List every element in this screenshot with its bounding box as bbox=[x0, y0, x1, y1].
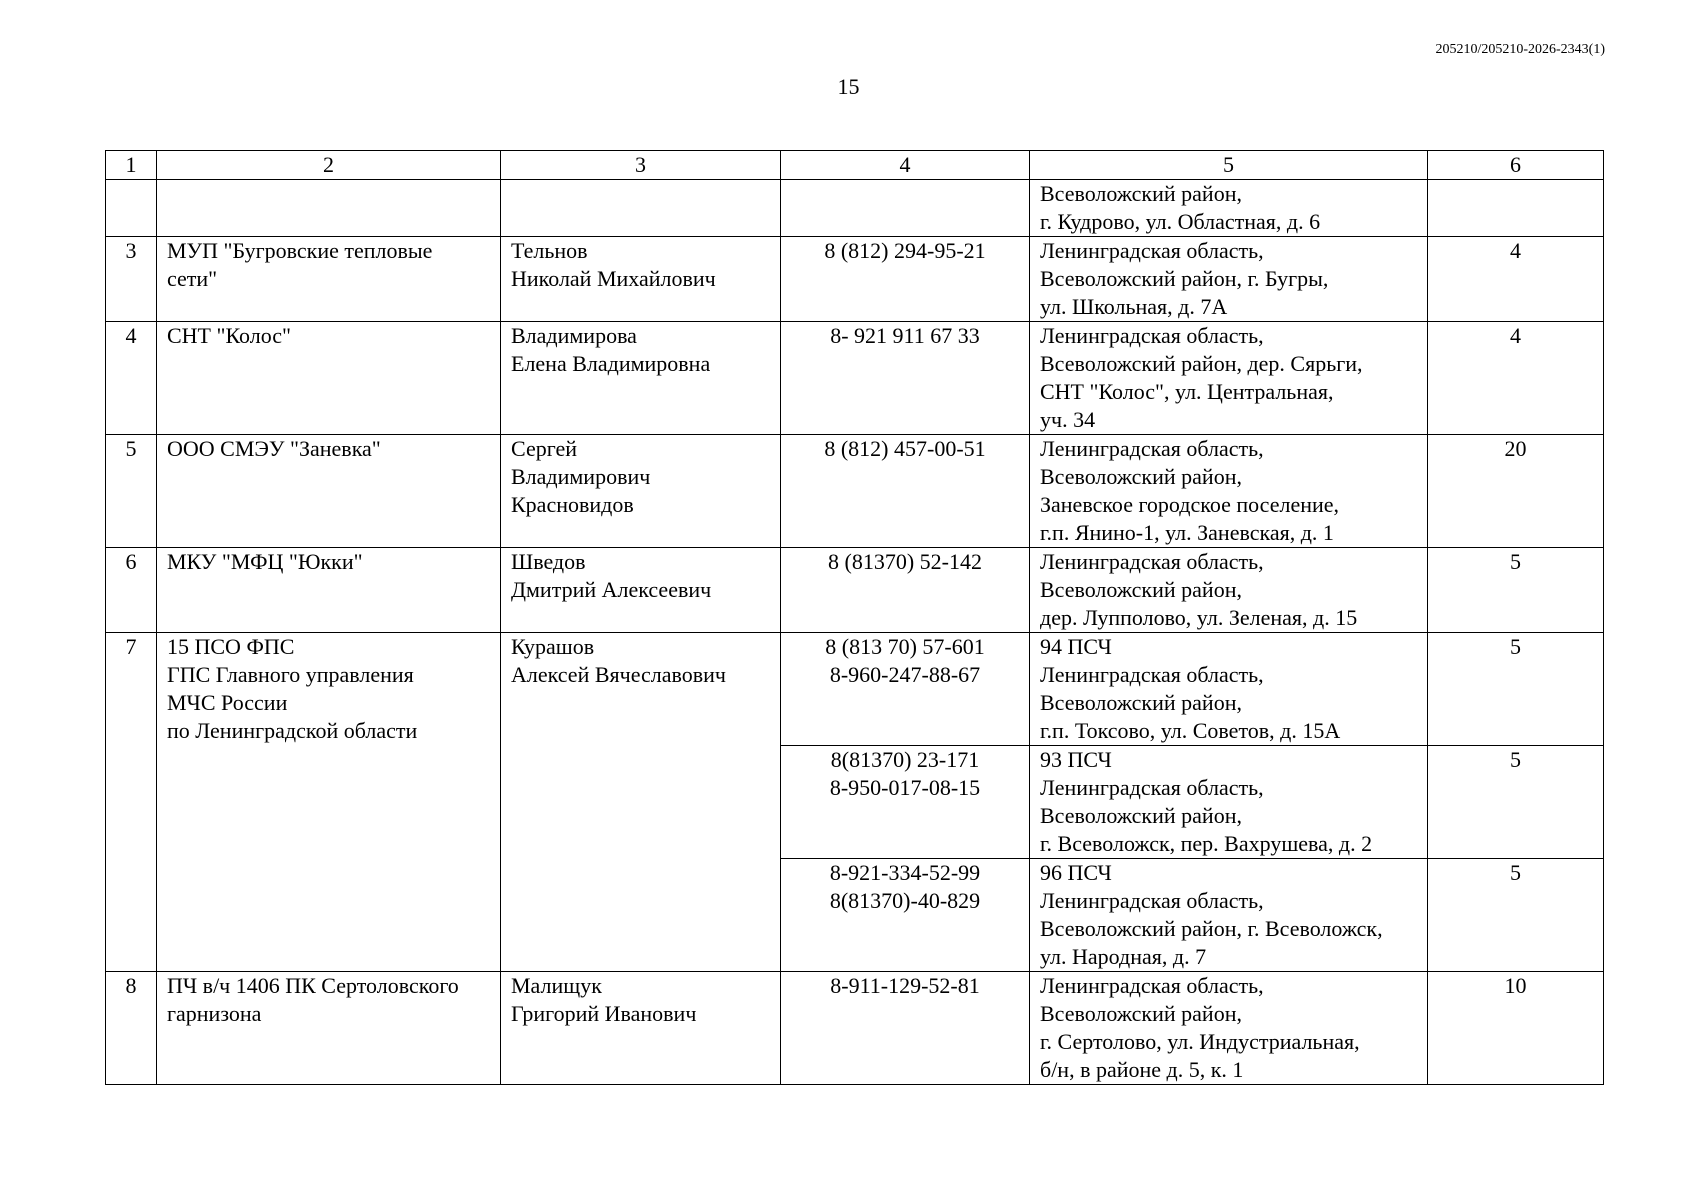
page-number: 15 bbox=[837, 74, 860, 99]
count-cell: 5 bbox=[1428, 548, 1604, 633]
header-cell: 3 bbox=[501, 151, 781, 180]
count-cell: 5 bbox=[1428, 633, 1604, 746]
table-row bbox=[106, 548, 1604, 633]
phone-cell: 8(81370) 23-171 8-950-017-08-15 bbox=[781, 746, 1030, 859]
address-cell: Ленинградская область, Всеволожский район, г. Бугры, ул. Школьная, д. 7А bbox=[1030, 237, 1428, 322]
count-cell: 4 bbox=[1428, 237, 1604, 322]
organization-cell: 15 ПСО ФПС ГПС Главного управления МЧС России по Ленинградской области bbox=[157, 633, 501, 972]
organization-cell: ПЧ в/ч 1406 ПК Сертоловского гарнизона bbox=[157, 972, 501, 1085]
continuation-row bbox=[106, 180, 1604, 237]
phone-cell: 8-911-129-52-81 bbox=[781, 972, 1030, 1085]
header-cell: 2 bbox=[157, 151, 501, 180]
person-cell: Малищук Григорий Иванович bbox=[501, 972, 781, 1085]
count-cell: 10 bbox=[1428, 972, 1604, 1085]
phone-cell: 8- 921 911 67 33 bbox=[781, 322, 1030, 435]
person-cell bbox=[501, 180, 781, 237]
number-cell: 6 bbox=[106, 548, 157, 633]
person-cell: Владимирова Елена Владимировна bbox=[501, 322, 781, 435]
count-cell: 5 bbox=[1428, 859, 1604, 972]
phone-cell: 8 (812) 294-95-21 bbox=[781, 237, 1030, 322]
address-cell: Ленинградская область, Всеволожский район, г. Сертолово, ул. Индустриальная, б/н, в районе д. 5, к. 1 bbox=[1030, 972, 1428, 1085]
address-cell: Ленинградская область, Всеволожский район, дер. Лупполово, ул. Зеленая, д. 15 bbox=[1030, 548, 1428, 633]
address-cell: Ленинградская область, Всеволожский район, дер. Сярьги, СНТ "Колос", ул. Центральная, уч. 34 bbox=[1030, 322, 1428, 435]
table-row bbox=[106, 237, 1604, 322]
phone-cell: 8 (81370) 52-142 bbox=[781, 548, 1030, 633]
table-row bbox=[106, 322, 1604, 435]
header-row bbox=[106, 151, 1604, 180]
organization-cell: МКУ "МФЦ "Юкки" bbox=[157, 548, 501, 633]
address-cell: Всеволожский район, г. Кудрово, ул. Областная, д. 6 bbox=[1030, 180, 1428, 237]
organization-cell: МУП "Бугровские тепловые сети" bbox=[157, 237, 501, 322]
number-cell: 5 bbox=[106, 435, 157, 548]
table-row bbox=[106, 435, 1604, 548]
organization-cell: ООО СМЭУ "Заневка" bbox=[157, 435, 501, 548]
contacts-table bbox=[105, 150, 1604, 1085]
organization-cell bbox=[157, 180, 501, 237]
number-cell bbox=[106, 180, 157, 237]
table-row bbox=[106, 633, 1604, 746]
address-cell: Ленинградская область, Всеволожский район, Заневское городское поселение, г.п. Янино-1, ул. Заневская, д. 1 bbox=[1030, 435, 1428, 548]
address-cell: 93 ПСЧ Ленинградская область, Всеволожский район, г. Всеволожск, пер. Вахрушева, д. 2 bbox=[1030, 746, 1428, 859]
address-cell: 94 ПСЧ Ленинградская область, Всеволожский район, г.п. Токсово, ул. Советов, д. 15А bbox=[1030, 633, 1428, 746]
header-cell: 6 bbox=[1428, 151, 1604, 180]
number-cell: 3 bbox=[106, 237, 157, 322]
phone-cell: 8 (813 70) 57-601 8-960-247-88-67 bbox=[781, 633, 1030, 746]
count-cell: 5 bbox=[1428, 746, 1604, 859]
header-cell: 5 bbox=[1030, 151, 1428, 180]
number-cell: 8 bbox=[106, 972, 157, 1085]
person-cell: Курашов Алексей Вячеславович bbox=[501, 633, 781, 972]
address-cell: 96 ПСЧ Ленинградская область, Всеволожский район, г. Всеволожск, ул. Народная, д. 7 bbox=[1030, 859, 1428, 972]
header-cell: 4 bbox=[781, 151, 1030, 180]
person-cell: Шведов Дмитрий Алексеевич bbox=[501, 548, 781, 633]
count-cell: 20 bbox=[1428, 435, 1604, 548]
number-cell: 4 bbox=[106, 322, 157, 435]
phone-cell: 8-921-334-52-99 8(81370)-40-829 bbox=[781, 859, 1030, 972]
count-cell bbox=[1428, 180, 1604, 237]
person-cell: Сергей Владимирович Красновидов bbox=[501, 435, 781, 548]
person-cell: Тельнов Николай Михайлович bbox=[501, 237, 781, 322]
number-cell: 7 bbox=[106, 633, 157, 972]
phone-cell bbox=[781, 180, 1030, 237]
document-id: 205210/205210-2026-2343(1) bbox=[1435, 42, 1605, 57]
table-row bbox=[106, 972, 1604, 1085]
phone-cell: 8 (812) 457-00-51 bbox=[781, 435, 1030, 548]
count-cell: 4 bbox=[1428, 322, 1604, 435]
header-cell: 1 bbox=[106, 151, 157, 180]
organization-cell: СНТ "Колос" bbox=[157, 322, 501, 435]
